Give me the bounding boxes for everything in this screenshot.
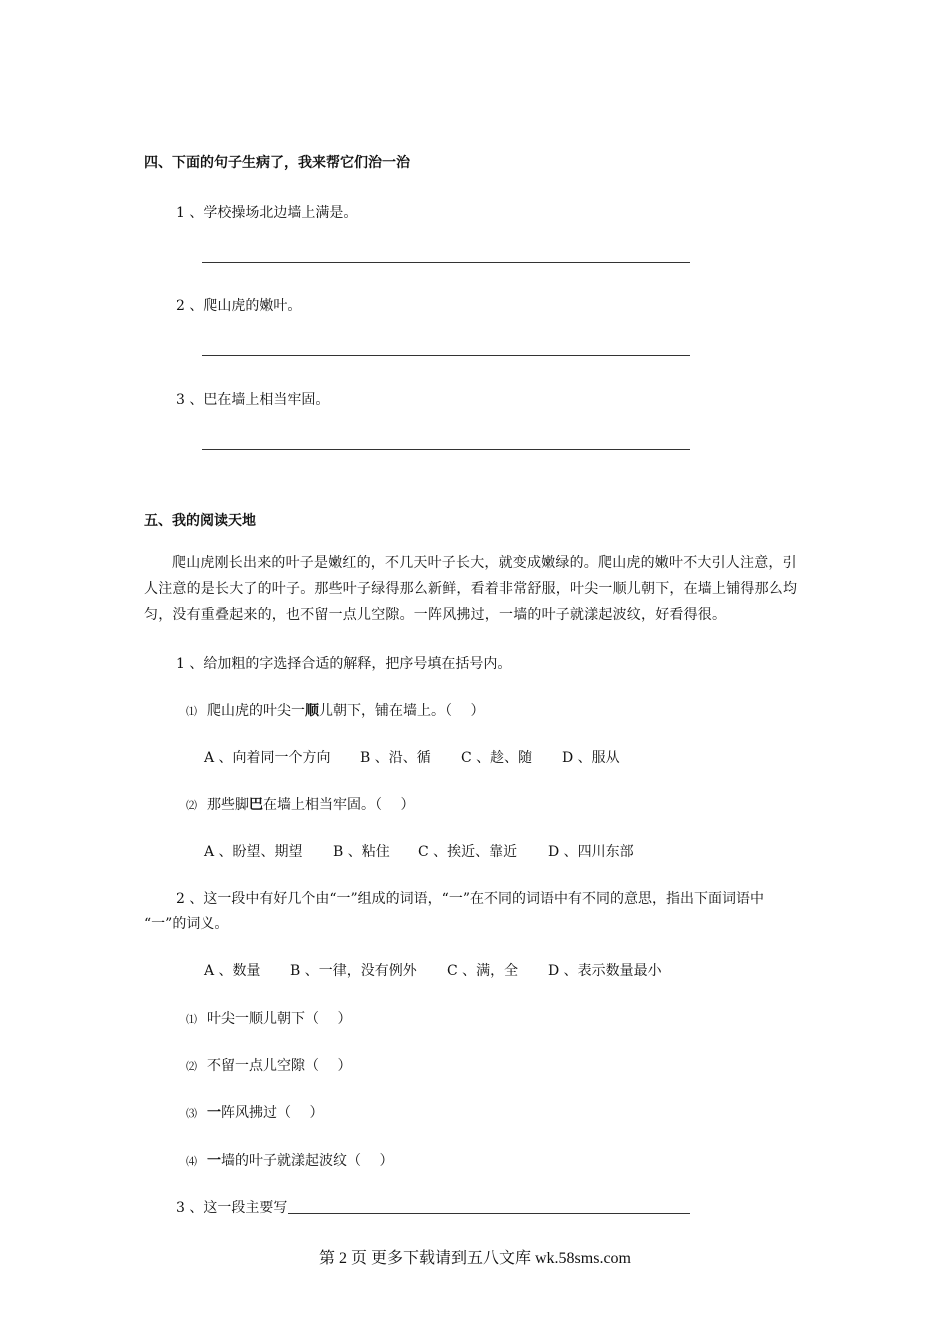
- question-1-sub-1: [186, 700, 484, 720]
- question-2-item-2: [186, 1055, 351, 1075]
- bold-character: 顺: [305, 703, 319, 719]
- sub-number: ⑵: [186, 1060, 197, 1073]
- option-d: D 、表示数量最小: [548, 963, 662, 979]
- option-b: B 、一律，没有例外: [290, 963, 417, 979]
- question-2-prompt-line-2: “一”的词义。: [144, 916, 229, 932]
- bold-character: 一: [207, 1105, 221, 1121]
- option-d: D 、服从: [562, 750, 620, 766]
- section4-title: 四、下面的句子生病了，我来帮它们治一治: [144, 155, 410, 171]
- sub-number: ⑴: [186, 705, 197, 718]
- option-b: B 、沿、循: [360, 750, 431, 766]
- item-text: 阵风拂过（ ）: [221, 1105, 324, 1121]
- option-d: D 、四川东部: [548, 844, 634, 860]
- option-c: C 、满，全: [447, 963, 519, 979]
- question-1-prompt: 1 、给加粗的字选择合适的解释，把序号填在括号内。: [176, 656, 512, 672]
- bold-character: 一: [207, 1153, 221, 1169]
- option-c: C 、挨近、靠近: [418, 844, 518, 860]
- question-2-prompt-line-1: 2 、这一段中有好几个由“一”组成的词语，“一”在不同的词语中有不同的意思，指出下面词语中: [176, 891, 764, 907]
- page-footer: 第 2 页 更多下载请到五八文库 wk.58sms.com: [318, 1250, 631, 1267]
- section4-item-3: 3 、巴在墙上相当牢固。: [176, 392, 330, 408]
- option-b: B 、粘住: [333, 844, 390, 860]
- item-text: 不留一点儿空隙（ ）: [207, 1058, 352, 1074]
- sub-text-before: 爬山虎的叶尖一: [207, 703, 305, 719]
- reading-passage: 爬山虎刚长出来的叶子是嫩红的，不几天叶子长大，就变成嫩绿的。爬山虎的嫩叶不大引人注意，引人注意的是长大了的叶子。那些叶子绿得那么新鲜，看着非常舒服，叶尖一顺儿朝下，在墙上铺得那么均匀，没有重叠起来的，也不留一点儿空隙。一阵风拂过，一墙的叶子就漾起波纹，好看得很。: [144, 555, 798, 623]
- answer-line-1: [202, 262, 690, 263]
- bold-character: 巴: [249, 797, 263, 813]
- sub-number: ⑵: [186, 799, 197, 812]
- option-c: C 、趁、随: [461, 750, 533, 766]
- sub-number: ⑴: [186, 1013, 197, 1026]
- question-2-item-1: [186, 1008, 351, 1028]
- section4-item-1: 1 、学校操场北边墙上满是。: [176, 205, 358, 221]
- section4-item-2: 2 、爬山虎的嫩叶。: [176, 298, 302, 314]
- question-2-item-3: [186, 1102, 323, 1122]
- answer-line-4: [288, 1213, 690, 1214]
- question-1-sub-2: [186, 794, 414, 814]
- answer-line-3: [202, 449, 690, 450]
- answer-line-2: [202, 355, 690, 356]
- option-a: A 、数量: [204, 963, 261, 979]
- sub-text-before: 那些脚: [207, 797, 249, 813]
- option-a: A 、盼望、期望: [204, 844, 303, 860]
- question-3-prompt: 3 、这一段主要写: [176, 1200, 288, 1216]
- item-text: 墙的叶子就漾起波纹（ ）: [221, 1153, 394, 1169]
- sub-number: ⑷: [186, 1155, 197, 1168]
- option-a: A 、向着同一个方向: [204, 750, 331, 766]
- item-text: 叶尖一顺儿朝下（ ）: [207, 1011, 352, 1027]
- section5-title: 五、我的阅读天地: [144, 513, 256, 529]
- sub-text-after: 儿朝下，铺在墙上。（ ）: [319, 703, 485, 719]
- sub-text-after: 在墙上相当牢固。（ ）: [263, 797, 415, 813]
- question-2-item-4: [186, 1150, 393, 1170]
- sub-number: ⑶: [186, 1107, 197, 1120]
